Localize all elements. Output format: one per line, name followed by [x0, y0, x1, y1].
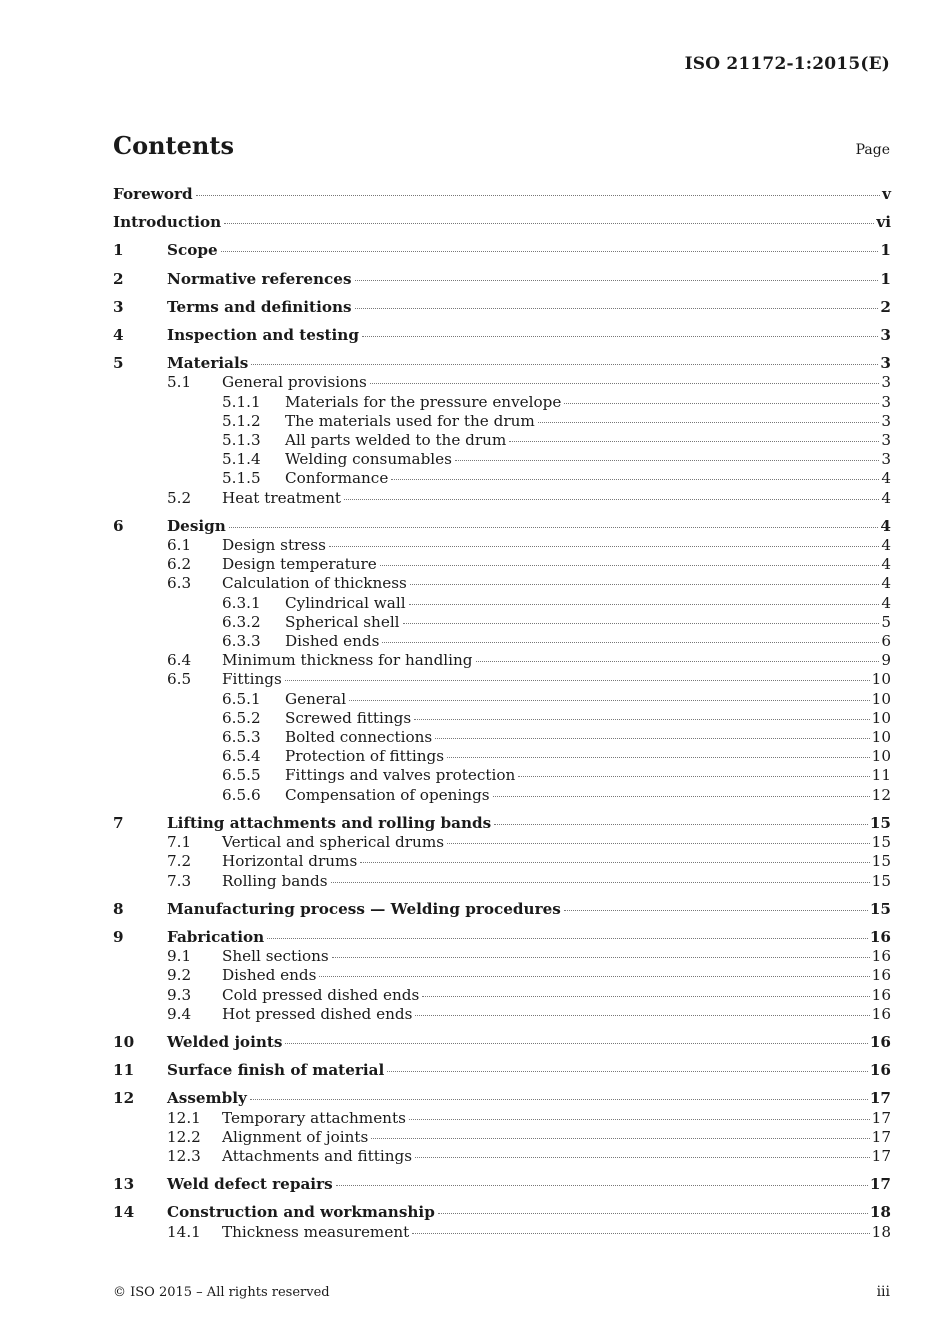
dot-leader: [336, 1185, 868, 1186]
dot-leader: [415, 1157, 870, 1158]
dot-leader: [331, 882, 870, 883]
dot-leader: [344, 499, 879, 500]
toc-entry-title[interactable]: Minimum thickness for handling: [222, 651, 473, 670]
dot-leader: [362, 336, 878, 337]
toc-entry-number: 6.3: [167, 574, 192, 593]
toc-entry[interactable]: [113, 814, 891, 833]
toc-entry-number: 6.5.4: [222, 747, 261, 766]
toc-entry-title[interactable]: Screwed fittings: [285, 708, 412, 727]
toc-entry-page: 10: [871, 708, 891, 727]
toc-entry-number: 14.1: [167, 1222, 201, 1241]
toc-entry[interactable]: [113, 1109, 891, 1128]
toc-entry[interactable]: [113, 833, 891, 852]
toc-entry-number: 9.4: [167, 1004, 192, 1023]
toc-entry[interactable]: [113, 966, 891, 985]
document-id: ISO 21172-1:2015(E): [684, 54, 890, 74]
copyright-notice: © ISO 2015 – All rights reserved: [113, 1285, 330, 1300]
dot-leader: [221, 251, 879, 252]
toc-entry-title[interactable]: Dished ends: [222, 966, 317, 985]
dot-leader: [476, 661, 880, 662]
dot-leader: [355, 280, 879, 281]
toc-entry-title[interactable]: Thickness measurement: [222, 1222, 410, 1241]
toc-entry-title[interactable]: Lifting attachments and rolling bands: [167, 813, 492, 832]
toc-entry-title[interactable]: Design temperature: [222, 555, 377, 574]
dot-leader: [355, 308, 879, 309]
toc-entry-number: 5.1.1: [222, 392, 261, 411]
toc-entry-title[interactable]: Materials: [167, 354, 249, 373]
toc-entry-page: 15: [871, 833, 891, 852]
dot-leader: [412, 1233, 869, 1234]
toc-entry-page: 17: [869, 1089, 891, 1108]
toc-entry-title[interactable]: Alignment of joints: [222, 1127, 369, 1146]
toc-entry[interactable]: [113, 728, 891, 747]
toc-entry-page: 15: [871, 871, 891, 890]
toc-entry-page: 4: [881, 593, 891, 612]
toc-entry[interactable]: [113, 517, 891, 536]
toc-entry-page: 3: [880, 354, 891, 373]
toc-entry-number: 7.1: [167, 833, 192, 852]
dot-leader: [349, 700, 870, 701]
toc-entry-page: 5: [881, 612, 891, 631]
toc-entry-page: 17: [871, 1108, 891, 1127]
dot-leader: [455, 460, 879, 461]
toc-entry[interactable]: [113, 412, 891, 431]
toc-entry-page: 15: [869, 899, 891, 918]
toc-entry-number: 6.5.2: [222, 708, 261, 727]
dot-leader: [447, 843, 870, 844]
dot-leader: [409, 1119, 870, 1120]
toc-entry[interactable]: [113, 1203, 891, 1222]
toc-entry[interactable]: [113, 298, 891, 317]
toc-entry[interactable]: [113, 1223, 891, 1242]
toc-entry-page: 4: [881, 469, 891, 488]
toc-entry-page: 3: [881, 431, 891, 450]
toc-entry-page: 16: [871, 985, 891, 1004]
toc-entry-number: 6.5.1: [222, 689, 261, 708]
dot-leader: [422, 996, 869, 997]
dot-leader: [415, 1015, 869, 1016]
toc-entry-number: 9: [113, 927, 124, 946]
toc-entry-title[interactable]: Fittings and valves protection: [285, 766, 516, 785]
dot-leader: [447, 757, 870, 758]
toc-entry-page: 17: [871, 1146, 891, 1165]
toc-entry[interactable]: [113, 786, 891, 805]
toc-entry[interactable]: [113, 1128, 891, 1147]
dot-leader: [360, 862, 869, 863]
toc-entry-title[interactable]: Inspection and testing: [167, 326, 359, 345]
toc-entry[interactable]: [113, 270, 891, 289]
toc-entry[interactable]: [113, 489, 891, 508]
toc-entry[interactable]: [113, 852, 891, 871]
toc-entry-number: 7.3: [167, 871, 192, 890]
toc-entry[interactable]: [113, 1033, 891, 1052]
toc-entry-number: 11: [113, 1061, 135, 1080]
toc-entry-number: 13: [113, 1175, 135, 1194]
dot-leader: [414, 719, 869, 720]
toc-entry[interactable]: [113, 536, 891, 555]
page-column-label: Page: [855, 142, 890, 158]
toc-entry-number: 12.1: [167, 1108, 201, 1127]
toc-entry-title[interactable]: All parts welded to the drum: [285, 431, 507, 450]
toc-entry[interactable]: [113, 872, 891, 891]
dot-leader: [382, 642, 879, 643]
toc-entry-page: 1: [880, 269, 891, 288]
toc-entry[interactable]: [113, 574, 891, 593]
toc-entry[interactable]: [113, 632, 891, 651]
toc-entry-number: 12.3: [167, 1146, 201, 1165]
toc-entry[interactable]: [113, 213, 891, 232]
toc-entry-page: 15: [871, 852, 891, 871]
toc-entry-number: 7.2: [167, 852, 192, 871]
toc-entry[interactable]: [113, 709, 891, 728]
toc-entry-title[interactable]: Terms and definitions: [167, 297, 352, 316]
toc-entry-title[interactable]: Cylindrical wall: [285, 593, 406, 612]
toc-entry-number: 5.2: [167, 488, 192, 507]
toc-entry-page: 16: [871, 1004, 891, 1023]
toc-entry[interactable]: [113, 766, 891, 785]
dot-leader: [403, 623, 880, 624]
toc-entry-number: 9.1: [167, 947, 192, 966]
toc-entry[interactable]: [113, 326, 891, 345]
toc-entry[interactable]: [113, 450, 891, 469]
toc-entry-page: 3: [881, 411, 891, 430]
toc-entry-title[interactable]: Weld defect repairs: [167, 1175, 333, 1194]
toc-entry[interactable]: [113, 747, 891, 766]
table-of-contents: [113, 185, 891, 1242]
dot-leader: [493, 796, 870, 797]
dot-leader: [267, 938, 868, 939]
toc-entry[interactable]: [113, 354, 891, 373]
toc-entry-number: 6.2: [167, 555, 192, 574]
dot-leader: [564, 403, 879, 404]
toc-entry-page: 3: [881, 450, 891, 469]
toc-entry-title[interactable]: Surface finish of material: [167, 1061, 385, 1080]
toc-entry[interactable]: [113, 185, 891, 204]
toc-entry-title[interactable]: Assembly: [167, 1089, 247, 1108]
dot-leader: [319, 976, 869, 977]
toc-entry[interactable]: [113, 469, 891, 488]
toc-entry[interactable]: [113, 1147, 891, 1166]
toc-entry-number: 5.1.5: [222, 469, 261, 488]
toc-entry-title[interactable]: General: [285, 689, 347, 708]
dot-leader: [380, 565, 880, 566]
toc-entry-title[interactable]: Protection of fittings: [285, 747, 445, 766]
toc-entry[interactable]: [113, 1175, 891, 1194]
toc-entry-number: 4: [113, 326, 124, 345]
toc-entry-page: 2: [880, 297, 891, 316]
toc-entry-title[interactable]: Rolling bands: [222, 871, 328, 890]
dot-leader: [332, 957, 870, 958]
dot-leader: [538, 422, 880, 423]
toc-entry-title[interactable]: Horizontal drums: [222, 852, 358, 871]
toc-entry-page: 4: [881, 488, 891, 507]
toc-entry-title[interactable]: Compensation of openings: [285, 785, 490, 804]
toc-entry-number: 6.4: [167, 651, 192, 670]
dot-leader: [387, 1071, 868, 1072]
toc-entry-number: 2: [113, 269, 124, 288]
toc-entry[interactable]: [113, 900, 891, 919]
page-title: Contents: [113, 131, 234, 160]
toc-entry[interactable]: [113, 1089, 891, 1108]
toc-entry-page: 16: [871, 947, 891, 966]
toc-entry-title[interactable]: Cold pressed dished ends: [222, 985, 420, 1004]
toc-entry-page: 4: [881, 574, 891, 593]
toc-entry-page: 15: [869, 813, 891, 832]
toc-entry[interactable]: [113, 594, 891, 613]
toc-entry[interactable]: [113, 670, 891, 689]
toc-entry-title[interactable]: Normative references: [167, 269, 352, 288]
toc-entry-page: 16: [869, 1061, 891, 1080]
toc-entry-title[interactable]: Conformance: [285, 469, 389, 488]
toc-entry-title[interactable]: Calculation of thickness: [222, 574, 407, 593]
toc-entry-number: 1: [113, 241, 124, 260]
toc-entry-title[interactable]: Welded joints: [167, 1032, 283, 1051]
toc-entry-number: 6.3.2: [222, 612, 261, 631]
toc-entry-page: 12: [871, 785, 891, 804]
toc-entry-page: 16: [869, 927, 891, 946]
toc-entry[interactable]: [113, 431, 891, 450]
toc-entry-number: 6.5.5: [222, 766, 261, 785]
dot-leader: [229, 527, 879, 528]
dot-leader: [285, 680, 870, 681]
dot-leader: [250, 1099, 868, 1100]
toc-entry-title[interactable]: Spherical shell: [285, 612, 400, 631]
toc-entry-number: 12: [113, 1089, 135, 1108]
toc-entry-number: 5.1: [167, 373, 192, 392]
toc-entry-number: 5.1.2: [222, 411, 261, 430]
dot-leader: [371, 1138, 869, 1139]
toc-entry-number: 8: [113, 899, 124, 918]
toc-entry-title[interactable]: Heat treatment: [222, 488, 342, 507]
toc-entry-page: 10: [871, 728, 891, 747]
toc-entry-title[interactable]: Manufacturing process — Welding procedures: [167, 899, 561, 918]
toc-entry[interactable]: [113, 928, 891, 947]
dot-leader: [509, 441, 879, 442]
toc-entry-number: 7: [113, 813, 124, 832]
toc-entry-title[interactable]: Vertical and spherical drums: [222, 833, 445, 852]
toc-entry-page: 1: [880, 241, 891, 260]
toc-entry-page: 10: [871, 670, 891, 689]
dot-leader: [224, 223, 874, 224]
toc-entry-number: 9.3: [167, 985, 192, 1004]
toc-entry[interactable]: [113, 393, 891, 412]
toc-entry-page: 17: [869, 1175, 891, 1194]
toc-entry-number: 14: [113, 1203, 135, 1222]
dot-leader: [564, 910, 868, 911]
toc-entry-title[interactable]: Shell sections: [222, 947, 329, 966]
toc-entry-number: 6.1: [167, 536, 192, 555]
toc-entry-number: 10: [113, 1032, 135, 1051]
toc-entry-title[interactable]: Fittings: [222, 670, 282, 689]
toc-entry[interactable]: [113, 651, 891, 670]
toc-entry-page: 3: [881, 392, 891, 411]
toc-entry-title[interactable]: Attachments and fittings: [222, 1146, 413, 1165]
toc-entry-number: 6.3.1: [222, 593, 261, 612]
toc-entry-title[interactable]: Design: [167, 516, 226, 535]
toc-entry-title[interactable]: Dished ends: [285, 632, 380, 651]
toc-entry-title[interactable]: Bolted connections: [285, 728, 433, 747]
toc-entry-title[interactable]: Construction and workmanship: [167, 1203, 435, 1222]
toc-entry-page: 4: [880, 516, 891, 535]
dot-leader: [251, 364, 878, 365]
toc-entry-page: 4: [881, 555, 891, 574]
toc-entry-page: 18: [869, 1203, 891, 1222]
toc-entry-page: 16: [869, 1032, 891, 1051]
toc-entry[interactable]: [113, 555, 891, 574]
toc-entry-number: 6.3.3: [222, 632, 261, 651]
toc-entry-page: 3: [880, 326, 891, 345]
toc-entry-page: v: [882, 185, 891, 203]
toc-entry[interactable]: [113, 986, 891, 1005]
toc-entry[interactable]: [113, 947, 891, 966]
toc-entry-number: 12.2: [167, 1127, 201, 1146]
toc-entry-number: 6: [113, 516, 124, 535]
toc-entry-page: 6: [881, 632, 891, 651]
toc-entry-number: 5: [113, 354, 124, 373]
dot-leader: [410, 584, 879, 585]
dot-leader: [438, 1213, 868, 1214]
dot-leader: [196, 195, 881, 196]
toc-entry-title[interactable]: The materials used for the drum: [285, 411, 535, 430]
dot-leader: [370, 383, 880, 384]
dot-leader: [494, 824, 868, 825]
dot-leader: [409, 604, 880, 605]
toc-entry-number: 5.1.3: [222, 431, 261, 450]
toc-entry-page: 11: [871, 766, 891, 785]
toc-entry-page: 4: [881, 536, 891, 555]
toc-entry-page: 9: [881, 651, 891, 670]
toc-entry[interactable]: [113, 1061, 891, 1080]
dot-leader: [391, 479, 879, 480]
toc-entry-page: 17: [871, 1127, 891, 1146]
toc-entry[interactable]: [113, 690, 891, 709]
page-number: iii: [876, 1284, 890, 1300]
toc-entry-page: 16: [871, 966, 891, 985]
toc-entry-title[interactable]: Fabrication: [167, 927, 265, 946]
toc-entry-number: 6.5.6: [222, 785, 261, 804]
dot-leader: [518, 776, 869, 777]
dot-leader: [285, 1043, 867, 1044]
toc-entry-title[interactable]: Hot pressed dished ends: [222, 1004, 413, 1023]
toc-entry-title[interactable]: Scope: [167, 241, 218, 260]
toc-entry-title[interactable]: Introduction: [113, 213, 222, 232]
toc-entry[interactable]: [113, 373, 891, 392]
toc-entry[interactable]: [113, 1005, 891, 1024]
toc-entry-page: vi: [876, 213, 891, 232]
toc-entry-title[interactable]: Foreword: [113, 185, 193, 203]
toc-entry-title[interactable]: Welding consumables: [285, 450, 452, 469]
toc-entry[interactable]: [113, 613, 891, 632]
toc-entry[interactable]: [113, 241, 891, 260]
dot-leader: [435, 738, 869, 739]
toc-entry-number: 9.2: [167, 966, 192, 985]
toc-entry-page: 18: [871, 1222, 891, 1241]
toc-entry-title[interactable]: Materials for the pressure envelope: [285, 392, 562, 411]
dot-leader: [329, 546, 879, 547]
toc-entry-number: 5.1.4: [222, 450, 261, 469]
toc-entry-title[interactable]: General provisions: [222, 373, 367, 392]
toc-entry-page: 10: [871, 747, 891, 766]
toc-entry-title[interactable]: Temporary attachments: [222, 1108, 406, 1127]
toc-entry-page: 10: [871, 689, 891, 708]
toc-entry-title[interactable]: Design stress: [222, 536, 326, 555]
toc-entry-number: 3: [113, 297, 124, 316]
toc-entry-number: 6.5.3: [222, 728, 261, 747]
toc-entry-page: 3: [881, 373, 891, 392]
toc-entry-number: 6.5: [167, 670, 192, 689]
